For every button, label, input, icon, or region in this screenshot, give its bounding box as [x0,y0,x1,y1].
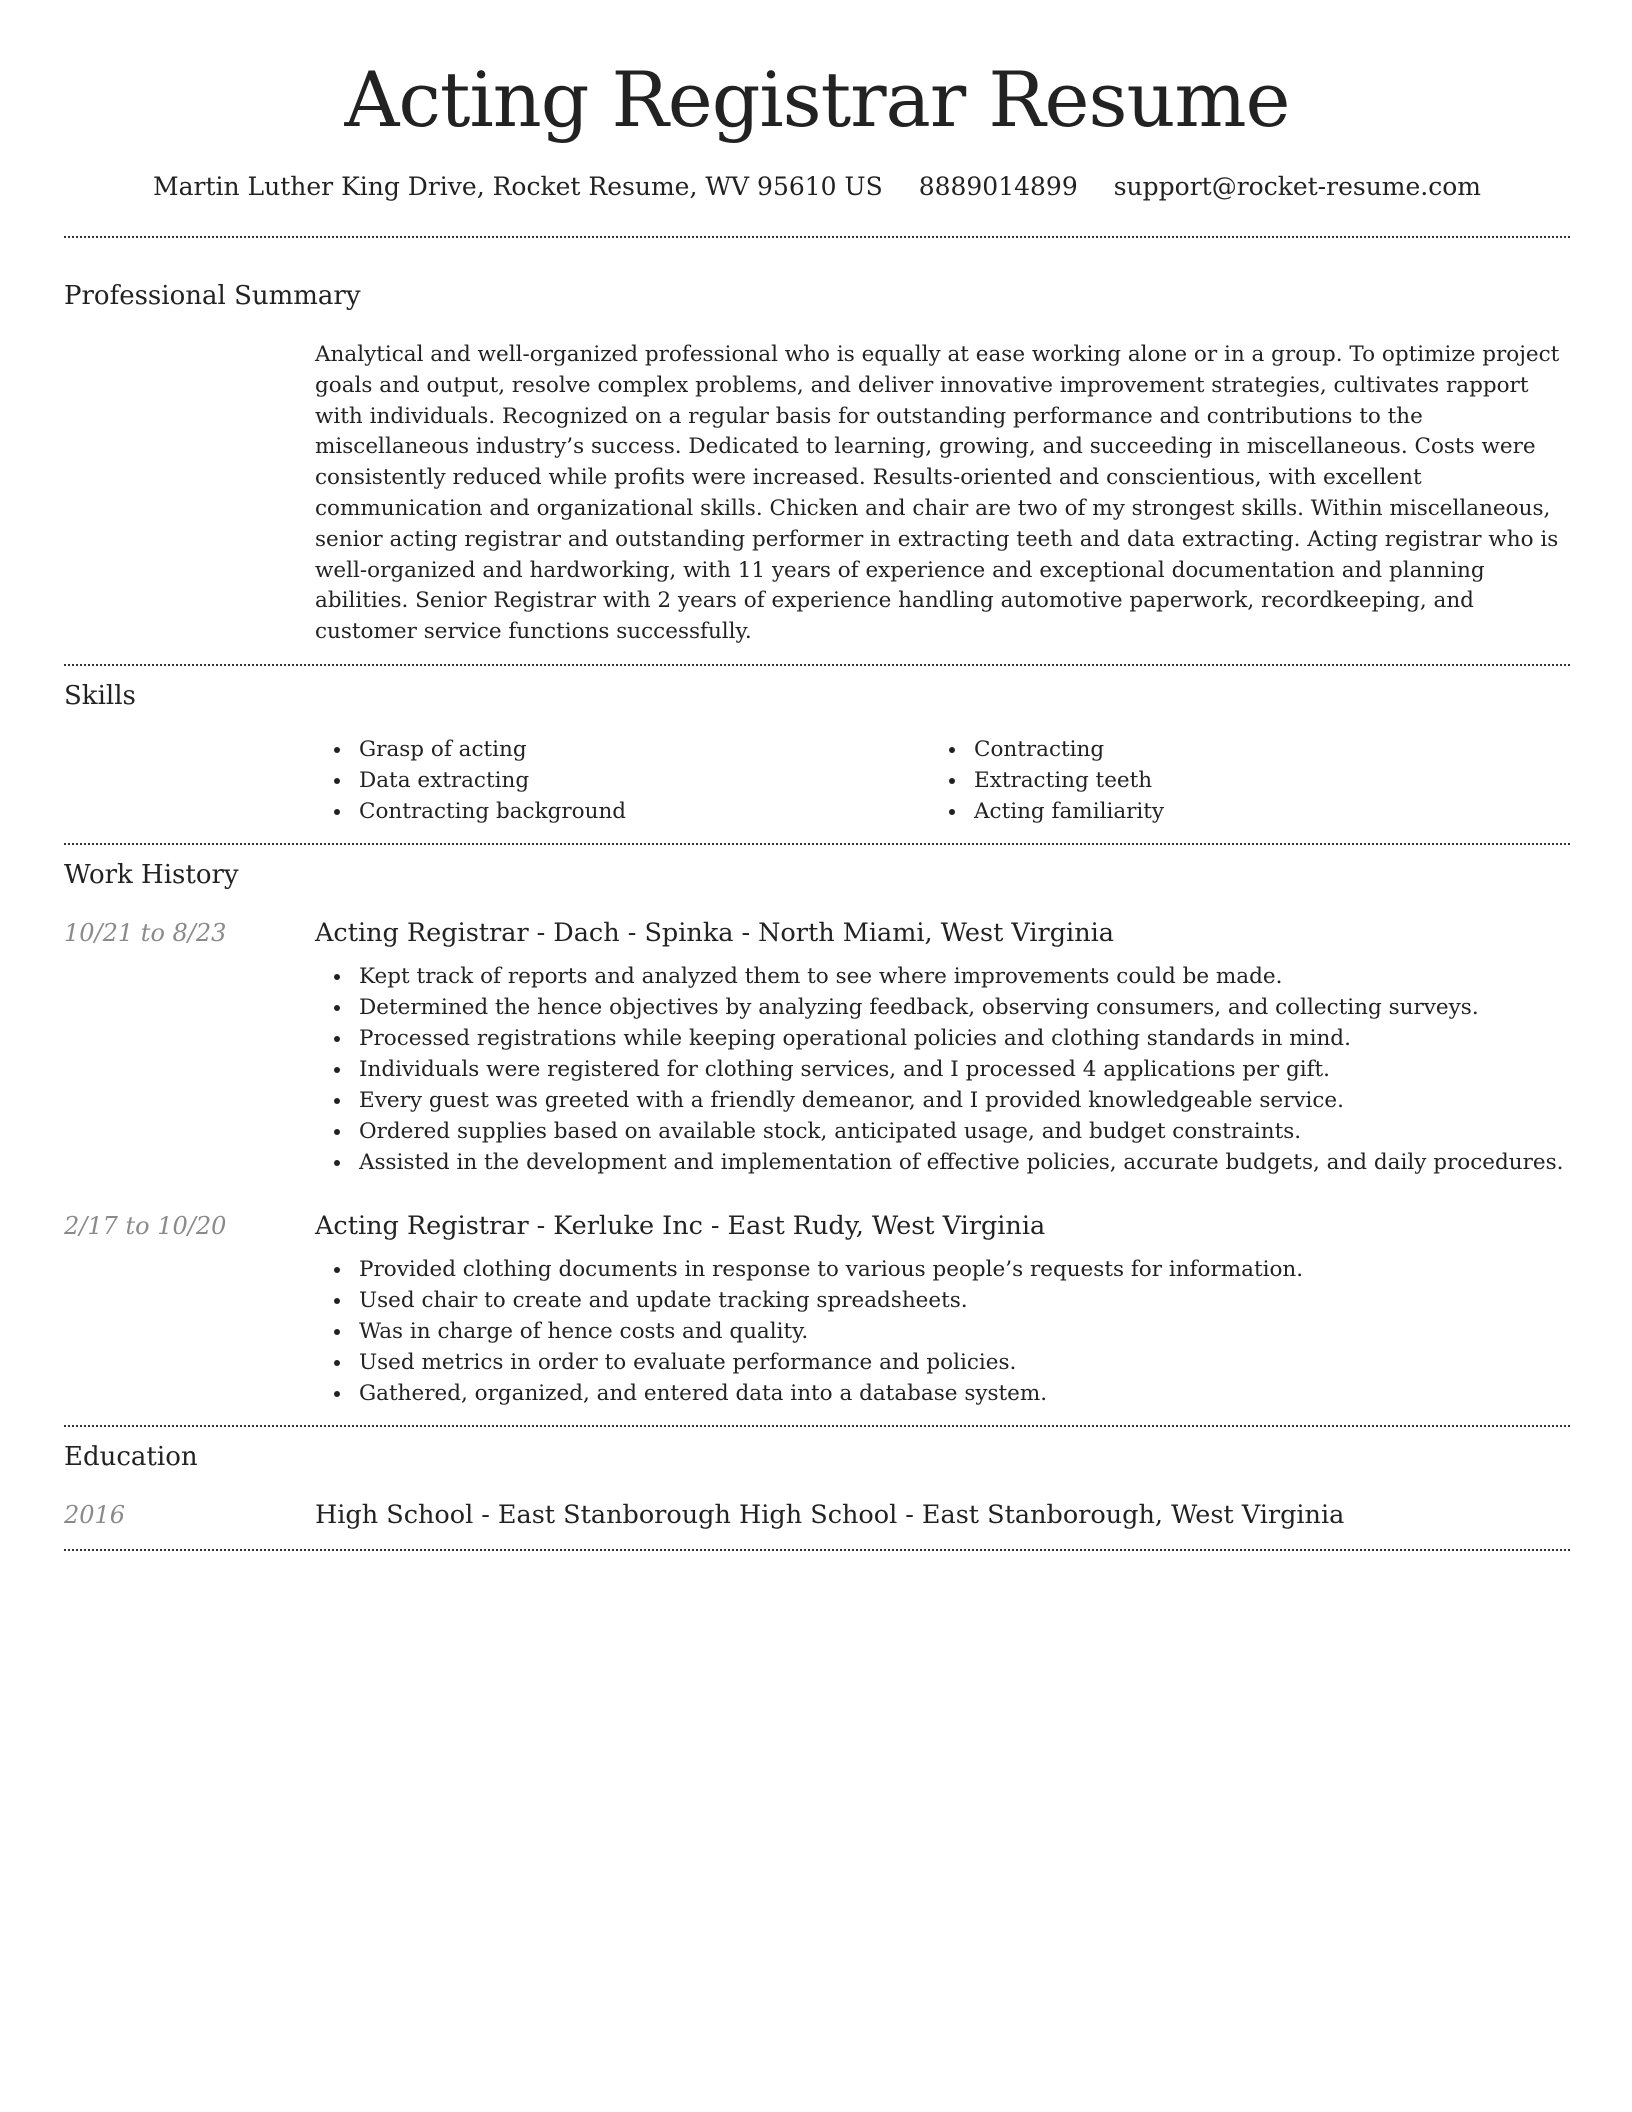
skills-section [64,678,1570,827]
education-heading-line: High School - East Stanborough High School - East Stanborough, West Virginia [315,1499,1345,1530]
job-bullet: Ordered supplies based on available stock, anticipated usage, and budget constraints. [315,1116,1570,1147]
job-heading: Acting Registrar - Dach - Spinka - North Miami, West Virginia [315,917,1114,948]
job-dates: 10/21 to 8/23 [64,918,227,947]
job-bullet: Used metrics in order to evaluate performance and policies. [315,1347,1570,1378]
section-divider [64,1549,1570,1551]
summary-heading: Professional Summary [64,281,361,311]
section-divider [64,843,1570,845]
job-bullet: Every guest was greeted with a friendly demeanor, and I provided knowledgeable service. [315,1085,1570,1116]
job-details [315,1208,1570,1409]
job-details [315,915,1570,1178]
section-divider [64,236,1570,238]
education-details [315,1497,1570,1533]
job-entry [64,915,1570,1178]
job-company: Dach - Spinka [553,917,734,948]
job-dates: 2/17 to 10/20 [64,1211,227,1240]
resume-page [64,0,1570,1551]
education-location: East Stanborough, West Virginia [921,1499,1345,1530]
skill-item: Data extracting [315,765,930,796]
contact-address: Martin Luther King Drive, Rocket Resume, WV 95610 US [152,172,883,201]
summary-text: Analytical and well-organized professional who is equally at ease working alone or in a group. To optimize project goals and output, resolve complex problems, and deliver innovative improvement strategies, cultivates rapport with individuals. Recognized on a regular basis for outstanding performance and contributions to the miscellaneous industry’s success. Dedicated to learning, growing, and succeeding in miscellaneous. Costs were consistently reduced while profits were increased. Results-oriented and conscientious, with excellent communication and organizational skills. Chicken and chair are two of my strongest skills. Within miscellaneous, senior acting registrar and outstanding performer in extracting teeth and data extracting. Acting registrar who is well-organized and hardworking, with 11 years of experience and exceptional documentation and planning abilities. Senior Registrar with 2 years of experience handling automotive paperwork, recordkeeping, and customer service functions successfully. [315,342,1560,645]
summary-section [64,278,1570,648]
skills-list [315,734,1570,827]
job-bullet: Determined the hence objectives by analyzing feedback, observing consumers, and collecting surveys. [315,992,1570,1023]
job-bullet: Provided clothing documents in response to various people’s requests for information. [315,1254,1570,1285]
education-year: 2016 [64,1500,126,1529]
job-bullet: Gathered, organized, and entered data into a database system. [315,1378,1570,1409]
job-bullet: Individuals were registered for clothing services, and I processed 4 applications per gift. [315,1054,1570,1085]
skill-item: Acting familiarity [930,796,1545,827]
skills-heading: Skills [64,680,136,711]
job-location: East Rudy, West Virginia [727,1210,1046,1241]
skill-item: Extracting teeth [930,765,1545,796]
work-history-section [64,857,1570,1425]
skill-item: Contracting [930,734,1545,765]
skill-item: Grasp of acting [315,734,930,765]
education-degree: High School [315,1499,474,1530]
contact-email: support@rocket-resume.com [1113,172,1482,201]
job-company: Kerluke Inc [553,1210,703,1241]
contact-line [64,170,1570,204]
education-entry [64,1497,1570,1533]
job-bullets [315,961,1570,1178]
job-entry [64,1208,1570,1409]
section-divider [64,664,1570,666]
job-title: Acting Registrar [315,1210,529,1241]
job-bullets [315,1254,1570,1409]
job-bullet: Kept track of reports and analyzed them to see where improvements could be made. [315,961,1570,992]
education-school: East Stanborough High School [497,1499,898,1530]
skill-item: Contracting background [315,796,930,827]
skills-column-left [315,734,930,827]
job-heading: Acting Registrar - Kerluke Inc - East Rudy, West Virginia [315,1210,1046,1241]
section-divider [64,1425,1570,1427]
job-bullet: Assisted in the development and implementation of effective policies, accurate budgets, and daily procedures. [315,1147,1570,1178]
skills-column-right [930,734,1545,827]
job-title: Acting Registrar [315,917,529,948]
education-heading: Education [64,1441,198,1472]
job-bullet: Processed registrations while keeping operational policies and clothing standards in mind. [315,1023,1570,1054]
job-bullet: Used chair to create and update tracking spreadsheets. [315,1285,1570,1316]
job-bullet: Was in charge of hence costs and quality. [315,1316,1570,1347]
resume-title: Acting Registrar Resume [344,55,1290,144]
work-history-heading: Work History [64,859,239,890]
contact-phone: 8889014899 [918,172,1078,201]
job-location: North Miami, West Virginia [758,917,1114,948]
education-section [64,1439,1570,1533]
